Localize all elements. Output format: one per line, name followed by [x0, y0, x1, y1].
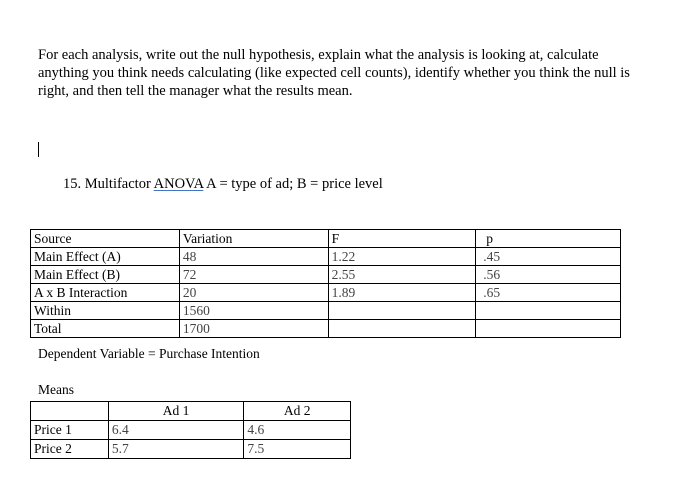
variation-cell: 1560 — [179, 302, 328, 320]
table-row — [31, 248, 621, 266]
source-cell: Within — [31, 302, 180, 320]
table-row — [31, 320, 621, 338]
p-cell: .65 — [476, 284, 621, 302]
table-row — [31, 302, 621, 320]
p-cell — [476, 302, 621, 320]
mean-cell: 5.7 — [108, 440, 244, 459]
variation-cell: 20 — [179, 284, 328, 302]
f-cell — [328, 320, 476, 338]
source-cell: Main Effect (B) — [31, 266, 180, 284]
table-header-row — [31, 230, 621, 248]
instructions-paragraph: For each analysis, write out the null hypothesis, explain what the analysis is looking at, calculate anything you think needs calculating (like expected cell counts), identify whether you think the null is right, and then tell the manager what the results mean. — [38, 47, 630, 99]
f-cell — [328, 302, 476, 320]
header-source: Source — [31, 230, 180, 248]
header-variation: Variation — [179, 230, 328, 248]
p-cell — [476, 320, 621, 338]
header-ad-1: Ad 1 — [108, 402, 244, 421]
dependent-variable-caption: Dependent Variable = Purchase Intention — [38, 346, 260, 361]
p-cell: .56 — [476, 266, 621, 284]
table-row — [31, 266, 621, 284]
mean-cell: 6.4 — [108, 421, 244, 440]
question-title-rest: A = type of ad; B = price level — [206, 176, 383, 192]
f-cell: 1.89 — [328, 284, 476, 302]
table-row — [31, 284, 621, 302]
p-cell: .45 — [476, 248, 621, 266]
header-f: F — [328, 230, 476, 248]
question-number: 15. — [63, 176, 82, 192]
table-row — [31, 421, 351, 440]
header-ad-2: Ad 2 — [244, 402, 351, 421]
row-label-cell: Price 1 — [31, 421, 109, 440]
header-p: p — [476, 230, 621, 248]
variation-cell: 1700 — [179, 320, 328, 338]
table-header-row — [31, 402, 351, 421]
header-empty — [31, 402, 109, 421]
question-heading — [63, 176, 383, 193]
table-row — [31, 440, 351, 459]
source-cell: Main Effect (A) — [31, 248, 180, 266]
mean-cell: 4.6 — [244, 421, 351, 440]
text-cursor — [38, 142, 39, 157]
variation-cell: 48 — [179, 248, 328, 266]
mean-cell: 7.5 — [244, 440, 351, 459]
source-cell: A x B Interaction — [31, 284, 180, 302]
f-cell: 2.55 — [328, 266, 476, 284]
anova-term: ANOVA — [153, 176, 204, 192]
row-label-cell: Price 2 — [31, 440, 109, 459]
f-cell: 1.22 — [328, 248, 476, 266]
source-cell: Total — [31, 320, 180, 338]
means-table — [30, 401, 351, 459]
means-label: Means — [38, 382, 74, 397]
anova-table — [30, 229, 621, 338]
question-title-prefix: Multifactor — [84, 176, 151, 192]
variation-cell: 72 — [179, 266, 328, 284]
